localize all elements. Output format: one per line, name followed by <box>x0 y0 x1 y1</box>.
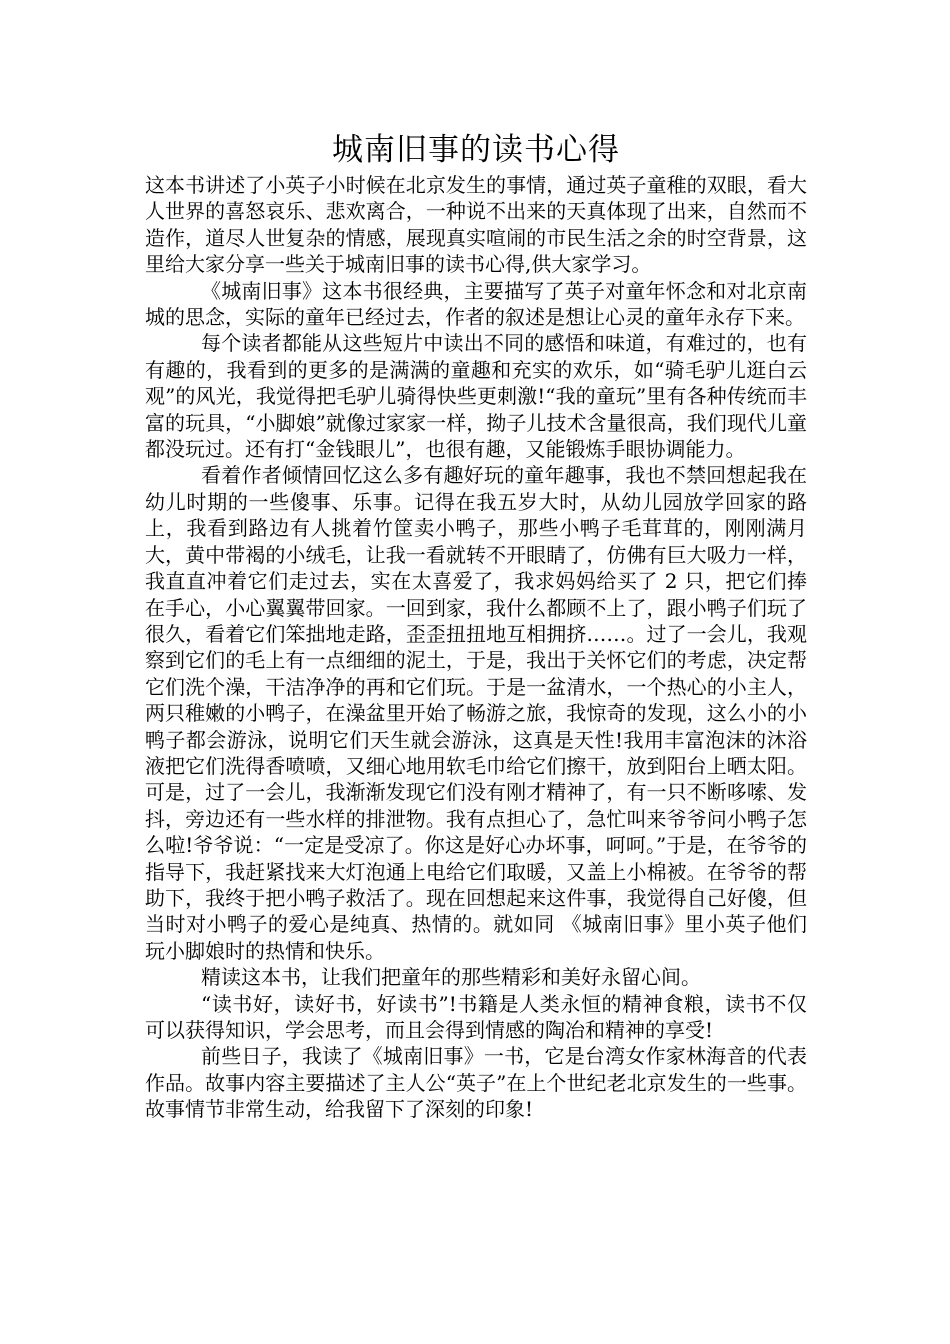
paragraph-reading-quote: “读书好，读好书，好读书”!书籍是人类永恒的精神食粮，读书不仅可以获得知识，学会思考，而且会得到情感的陶冶和精神的享受! <box>145 991 807 1042</box>
paragraph-intro: 这本书讲述了小英子小时候在北京发生的事情，通过英子童稚的双眼，看大人世界的喜怒哀乐、悲欢离合，一种说不出来的天真体现了出来，自然而不造作，道尽人世复杂的情感，展现真实喧闹的市民生活之余的时空背景，这里给大家分享一些关于城南旧事的读书心得,供大家学习。 <box>145 173 807 277</box>
paragraph-ducklings-story: 看着作者倾情回忆这么多有趣好玩的童年趣事，我也不禁回想起我在幼儿时期的一些傻事、乐事。记得在我五岁大时，从幼儿园放学回家的路上，我看到路边有人挑着竹筐卖小鸭子，那些小鸭子毛茸茸的，刚刚满月大，黄中带褐的小绒毛，让我一看就转不开眼睛了，仿佛有巨大吸力一样，我直直冲着它们走过去，实在太喜爱了，我求妈妈给买了 2 只，把它们捧在手心，小心翼翼带回家。一回到家，我什么都顾不上了，跟小鸭子们玩了很久，看着它们笨拙地走路，歪歪扭扭地互相拥挤……。过了一会儿，我观察到它们的毛上有一点细细的泥土，于是，我出于关怀它们的考虑，决定帮它们洗个澡，干洁净净的再和它们玩。于是一盆清水，一个热心的小主人，两只稚嫩的小鸭子，在澡盆里开始了畅游之旅，我惊奇的发现，这么小的小鸭子都会游泳，说明它们天生就会游泳，这真是天性!我用丰富泡沫的沐浴液把它们洗得香喷喷，又细心地用软毛巾给它们擦干，放到阳台上晒太阳。可是，过了一会儿，我渐渐发现它们没有刚才精神了，有一只不断哆嗦、发抖，旁边还有一些水样的排泄物。我有点担心了，急忙叫来爷爷问小鸭子怎么啦!爷爷说：“一定是受凉了。你这是好心办坏事，呵呵。”于是，在爷爷的指导下，我赶紧找来大灯泡通上电给它们取暖，又盖上小棉被。在爷爷的帮助下，我终于把小鸭子救活了。现在回想起来这件事，我觉得自己好傻，但当时对小鸭子的爱心是纯真、热情的。就如同 《城南旧事》里小英子他们玩小脚娘时的热情和快乐。 <box>145 463 807 963</box>
document-title: 城南旧事的读书心得 <box>332 132 620 168</box>
paragraph-childhood-fun: 每个读者都能从这些短片中读出不同的感悟和味道，有难过的，也有有趣的，我看到的更多的是满满的童趣和充实的欢乐，如“骑毛驴儿逛白云观”的风光，我觉得把毛驴儿骑得快些更刺激!“我的童玩”里有各种传统而丰富的玩具，“小脚娘”就像过家家一样，拗子儿技术含量很高，我们现代儿童都没玩过。还有打“金钱眼儿”，也很有趣，又能锻炼手眼协调能力。 <box>145 331 807 462</box>
paragraph-summary: 精读这本书，让我们把童年的那些精彩和美好永留心间。 <box>201 965 701 990</box>
document-page <box>145 128 807 1123</box>
paragraph-book-intro: 前些日子，我读了《城南旧事》一书，它是台湾女作家林海音的代表作品。故事内容主要描述了主人公“英子”在上个世纪老北京发生的一些事。故事情节非常生动，给我留下了深刻的印象! <box>145 1044 807 1122</box>
paragraph-classic: 《城南旧事》这本书很经典，主要描写了英子对童年怀念和对北京南城的思念，实际的童年已经过去，作者的叙述是想让心灵的童年永存下来。 <box>145 278 807 330</box>
